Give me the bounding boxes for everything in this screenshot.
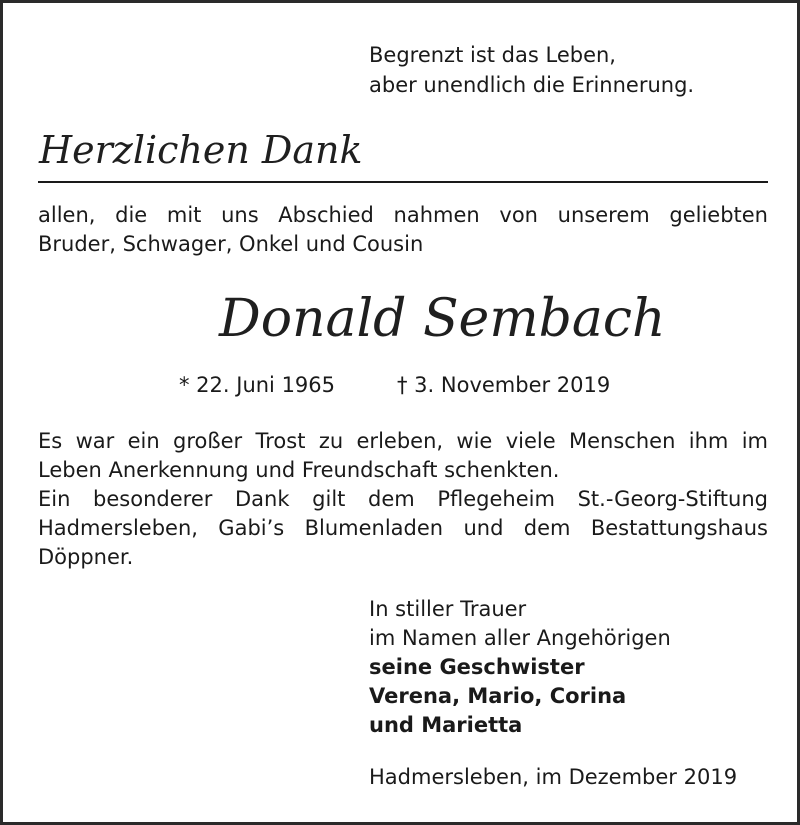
motto-line-2: aber unendlich die Erinnerung. — [369, 73, 695, 97]
signature-line-5: und Marietta — [369, 713, 523, 737]
birth-date: * 22. Juni 1965 — [179, 373, 336, 397]
death-date: † 3. November 2019 — [397, 373, 611, 397]
body-p2-line-1: Ein besonderer Dank gilt dem Pflegeheim St.-Georg-Stiftung — [38, 487, 768, 511]
place-date: Hadmersleben, im Dezember 2019 — [369, 765, 738, 789]
signature-line-1: In stiller Trauer — [369, 597, 527, 621]
body-p1-line-2: Leben Anerkennung und Freundschaft schenkten. — [38, 458, 560, 482]
body-p2-line-3: Döppner. — [38, 545, 134, 569]
divider-line — [38, 181, 768, 183]
body-p2-line-2: Hadmersleben, Gabi’s Blumenladen und dem Bestattungshaus — [38, 516, 768, 540]
motto-line-1: Begrenzt ist das Leben, — [369, 43, 616, 67]
signature-line-2: im Namen aller Angehörigen — [369, 626, 671, 650]
signature-line-4: Verena, Mario, Corina — [369, 684, 627, 708]
deceased-name: Donald Sembach — [219, 289, 666, 349]
signature-line-3: seine Geschwister — [369, 655, 585, 679]
heading-herzlichen-dank: Herzlichen Dank — [39, 128, 363, 172]
intro-line-2: Bruder, Schwager, Onkel und Cousin — [38, 232, 424, 256]
intro-line-1: allen, die mit uns Abschied nahmen von unserem geliebten — [38, 203, 768, 227]
body-p1-line-1: Es war ein großer Trost zu erleben, wie viele Menschen ihm im — [38, 429, 768, 453]
